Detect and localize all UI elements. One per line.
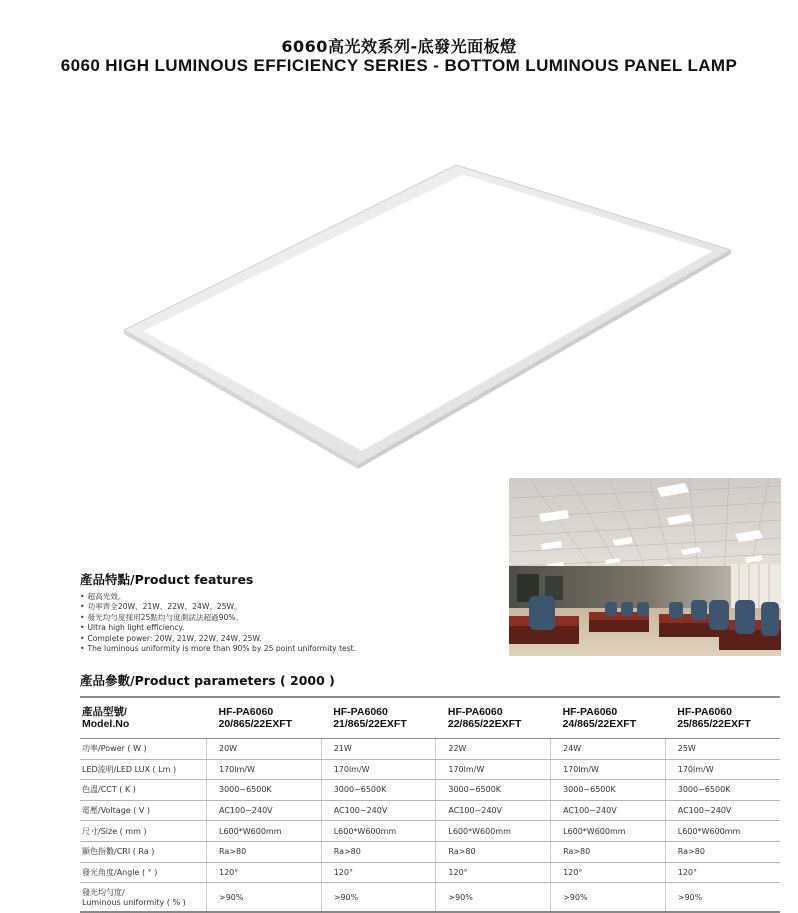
table-cell: AC100~240V: [665, 800, 780, 821]
table-cell: AC100~240V: [436, 800, 551, 821]
parameters-table: [80, 696, 780, 913]
model-header-cell: HF-PA6060 24/865/22EXFT: [551, 697, 666, 739]
table-row: [80, 800, 780, 821]
table-header-row: [80, 697, 780, 739]
feature-item: • The luminous uniformity is more than 90% by 25 point uniformity test.: [80, 644, 356, 654]
feature-item: • Complete power: 20W, 21W, 22W, 24W, 25W.: [80, 634, 356, 644]
row-label: 色溫/CCT ( K ): [80, 780, 207, 801]
office-installation-photo: [509, 478, 781, 656]
table-row: [80, 862, 780, 883]
table-cell: Ra>80: [207, 841, 322, 862]
table-row: [80, 759, 780, 780]
table-cell: >90%: [207, 883, 322, 913]
table-row: [80, 841, 780, 862]
table-cell: Ra>80: [321, 841, 436, 862]
row-label: 發光均勻度/ Luminous uniformity ( % ): [80, 883, 207, 913]
feature-item: • Ultra high light efficiency.: [80, 623, 356, 633]
table-row: [80, 780, 780, 801]
table-cell: AC100~240V: [207, 800, 322, 821]
table-cell: AC100~240V: [321, 800, 436, 821]
features-list: [80, 592, 356, 654]
feature-item: • 發光均勻度採用25點均勻度測試法超過90%。: [80, 613, 356, 623]
table-cell: 25W: [665, 739, 780, 760]
table-cell: AC100~240V: [551, 800, 666, 821]
table-cell: Ra>80: [436, 841, 551, 862]
row-label: 功率/Power ( W ): [80, 739, 207, 760]
table-cell: Ra>80: [665, 841, 780, 862]
table-cell: 3000~6500K: [436, 780, 551, 801]
feature-item: • 超高光效。: [80, 592, 356, 602]
table-cell: 120°: [207, 862, 322, 883]
table-cell: >90%: [551, 883, 666, 913]
table-cell: 120°: [321, 862, 436, 883]
table-cell: 22W: [436, 739, 551, 760]
table-cell: L600*W600mm: [321, 821, 436, 842]
model-header-cell: HF-PA6060 25/865/22EXFT: [665, 697, 780, 739]
row-label: 顯色指數/CRI ( Ra ): [80, 841, 207, 862]
table-cell: L600*W600mm: [665, 821, 780, 842]
parameters-title: 產品參數/Product parameters ( 2000 ): [80, 673, 335, 688]
table-cell: 3000~6500K: [665, 780, 780, 801]
model-header-cell: HF-PA6060 20/865/22EXFT: [207, 697, 322, 739]
table-row: [80, 883, 780, 913]
table-cell: 24W: [551, 739, 666, 760]
row-label: 發光角度/Angle ( ° ): [80, 862, 207, 883]
table-cell: >90%: [321, 883, 436, 913]
table-row: [80, 739, 780, 760]
table-cell: 3000~6500K: [207, 780, 322, 801]
table-cell: 21W: [321, 739, 436, 760]
table-cell: >90%: [436, 883, 551, 913]
table-cell: L600*W600mm: [551, 821, 666, 842]
row-label: 尺寸/Size ( mm ): [80, 821, 207, 842]
table-cell: >90%: [665, 883, 780, 913]
title-english: 6060 HIGH LUMINOUS EFFICIENCY SERIES - BOTTOM LUMINOUS PANEL LAMP: [60, 56, 738, 75]
model-header-cell: HF-PA6060 21/865/22EXFT: [321, 697, 436, 739]
table-cell: L600*W600mm: [436, 821, 551, 842]
table-cell: 20W: [207, 739, 322, 760]
model-header-label: 產品型號/ Model.No: [80, 697, 207, 739]
table-cell: 170lm/W: [321, 759, 436, 780]
feature-item: • 功率齊全20W、21W、22W、24W、25W。: [80, 602, 356, 612]
features-title: 產品特點/Product features: [80, 572, 254, 587]
model-header-cell: HF-PA6060 22/865/22EXFT: [436, 697, 551, 739]
table-cell: 3000~6500K: [321, 780, 436, 801]
table-cell: 170lm/W: [436, 759, 551, 780]
table-cell: 120°: [665, 862, 780, 883]
table-cell: L600*W600mm: [207, 821, 322, 842]
table-cell: 120°: [436, 862, 551, 883]
table-cell: 3000~6500K: [551, 780, 666, 801]
table-row: [80, 821, 780, 842]
table-cell: 170lm/W: [665, 759, 780, 780]
table-cell: 170lm/W: [207, 759, 322, 780]
title-chinese: 6060高光效系列-底發光面板燈: [281, 37, 517, 56]
table-cell: Ra>80: [551, 841, 666, 862]
table-cell: 120°: [551, 862, 666, 883]
row-label: LED流明/LED LUX ( Lm ): [80, 759, 207, 780]
row-label: 電壓/Voltage ( V ): [80, 800, 207, 821]
table-cell: 170lm/W: [551, 759, 666, 780]
